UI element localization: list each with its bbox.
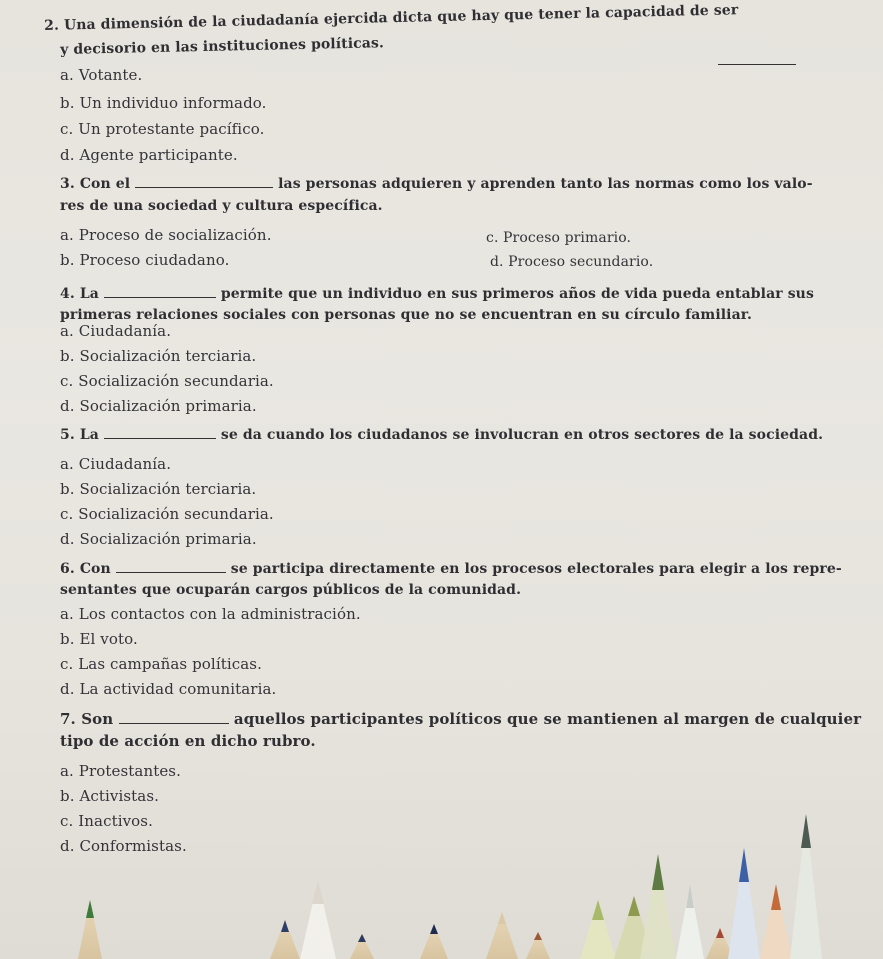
pencil-blue-icon <box>270 920 300 959</box>
option-3b[interactable]: b. Proceso ciudadano. <box>60 251 230 269</box>
option-2d[interactable]: d. Agente participante. <box>60 146 238 164</box>
option-5c[interactable]: c. Socialización secundaria. <box>60 505 274 523</box>
question-2-stem: 2. Una dimensión de la ciudadanía ejercida dicta que hay que tener la capacidad de ser <box>44 2 739 34</box>
question-5-stem: 5. La se da cuando los ciudadanos se involucran en otros sectores de la sociedad. <box>60 427 824 443</box>
option-3a[interactable]: a. Proceso de socialización. <box>60 226 272 244</box>
option-6d[interactable]: d. La actividad comunitaria. <box>60 680 277 698</box>
question-3-stem: 3. Con el las personas adquieren y aprenden tanto las normas como los valo- <box>60 176 813 192</box>
question-6-continuation: sentantes que ocuparán cargos públicos de la comunidad. <box>60 582 522 598</box>
option-6c[interactable]: c. Las campañas políticas. <box>60 655 262 673</box>
option-5d[interactable]: d. Socialización primaria. <box>60 530 257 548</box>
answer-blank-q3[interactable] <box>135 187 273 188</box>
option-6a[interactable]: a. Los contactos con la administración. <box>60 605 361 623</box>
pencil-navy-icon <box>420 924 448 959</box>
answer-blank-q5[interactable] <box>104 438 216 439</box>
question-7-continuation: tipo de acción en dicho rubro. <box>60 732 316 750</box>
option-7c[interactable]: c. Inactivos. <box>60 812 153 830</box>
option-3d[interactable]: d. Proceso secundario. <box>490 254 654 270</box>
pencil-teal-icon <box>790 814 822 959</box>
pencil-white-icon <box>300 880 336 959</box>
option-2a[interactable]: a. Votante. <box>60 66 143 84</box>
question-2-stem-continuation: y decisorio en las instituciones políticas. <box>60 35 385 58</box>
pencil-beige-icon <box>486 912 518 959</box>
question-7-stem: 7. Son aquellos participantes políticos que se mantienen al margen de cualquier <box>60 710 862 728</box>
question-4-continuation: primeras relaciones sociales con personas que no se encuentran en su círculo familiar. <box>60 307 752 323</box>
option-7d[interactable]: d. Conformistas. <box>60 837 187 855</box>
option-5b[interactable]: b. Socialización terciaria. <box>60 480 257 498</box>
answer-blank-q2[interactable] <box>718 64 796 65</box>
option-3c[interactable]: c. Proceso primario. <box>486 230 632 246</box>
pencil-blue2-icon <box>728 848 760 959</box>
question-4-stem: 4. La permite que un individuo en sus primeros años de vida pueda entablar sus <box>60 286 814 302</box>
option-2c[interactable]: c. Un protestante pacífico. <box>60 120 265 138</box>
option-6b[interactable]: b. El voto. <box>60 630 138 648</box>
pencil-brown-icon <box>526 932 550 959</box>
question-6-stem: 6. Con se participa directamente en los procesos electorales para elegir a los repre- <box>60 561 842 577</box>
question-3-continuation: res de una sociedad y cultura específica. <box>60 198 383 214</box>
option-4c[interactable]: c. Socialización secundaria. <box>60 372 274 390</box>
answer-blank-q6[interactable] <box>116 572 226 573</box>
pencil-orange-icon <box>760 884 792 959</box>
option-2b[interactable]: b. Un individuo informado. <box>60 94 267 112</box>
option-7b[interactable]: b. Activistas. <box>60 787 160 805</box>
pencil-lime-icon <box>580 900 616 959</box>
answer-blank-q7[interactable] <box>119 723 229 724</box>
pencil-green2-icon <box>640 854 676 959</box>
option-7a[interactable]: a. Protestantes. <box>60 762 181 780</box>
option-5a[interactable]: a. Ciudadanía. <box>60 455 172 473</box>
option-4d[interactable]: d. Socialización primaria. <box>60 397 257 415</box>
pencil-darkblue-icon <box>350 934 374 959</box>
answer-blank-q4[interactable] <box>104 297 216 298</box>
option-4b[interactable]: b. Socialización terciaria. <box>60 347 257 365</box>
option-4a[interactable]: a. Ciudadanía. <box>60 322 172 340</box>
pencil-gray-icon <box>676 884 704 959</box>
colored-pencils-decoration <box>0 800 883 959</box>
pencil-green-icon <box>78 900 102 959</box>
